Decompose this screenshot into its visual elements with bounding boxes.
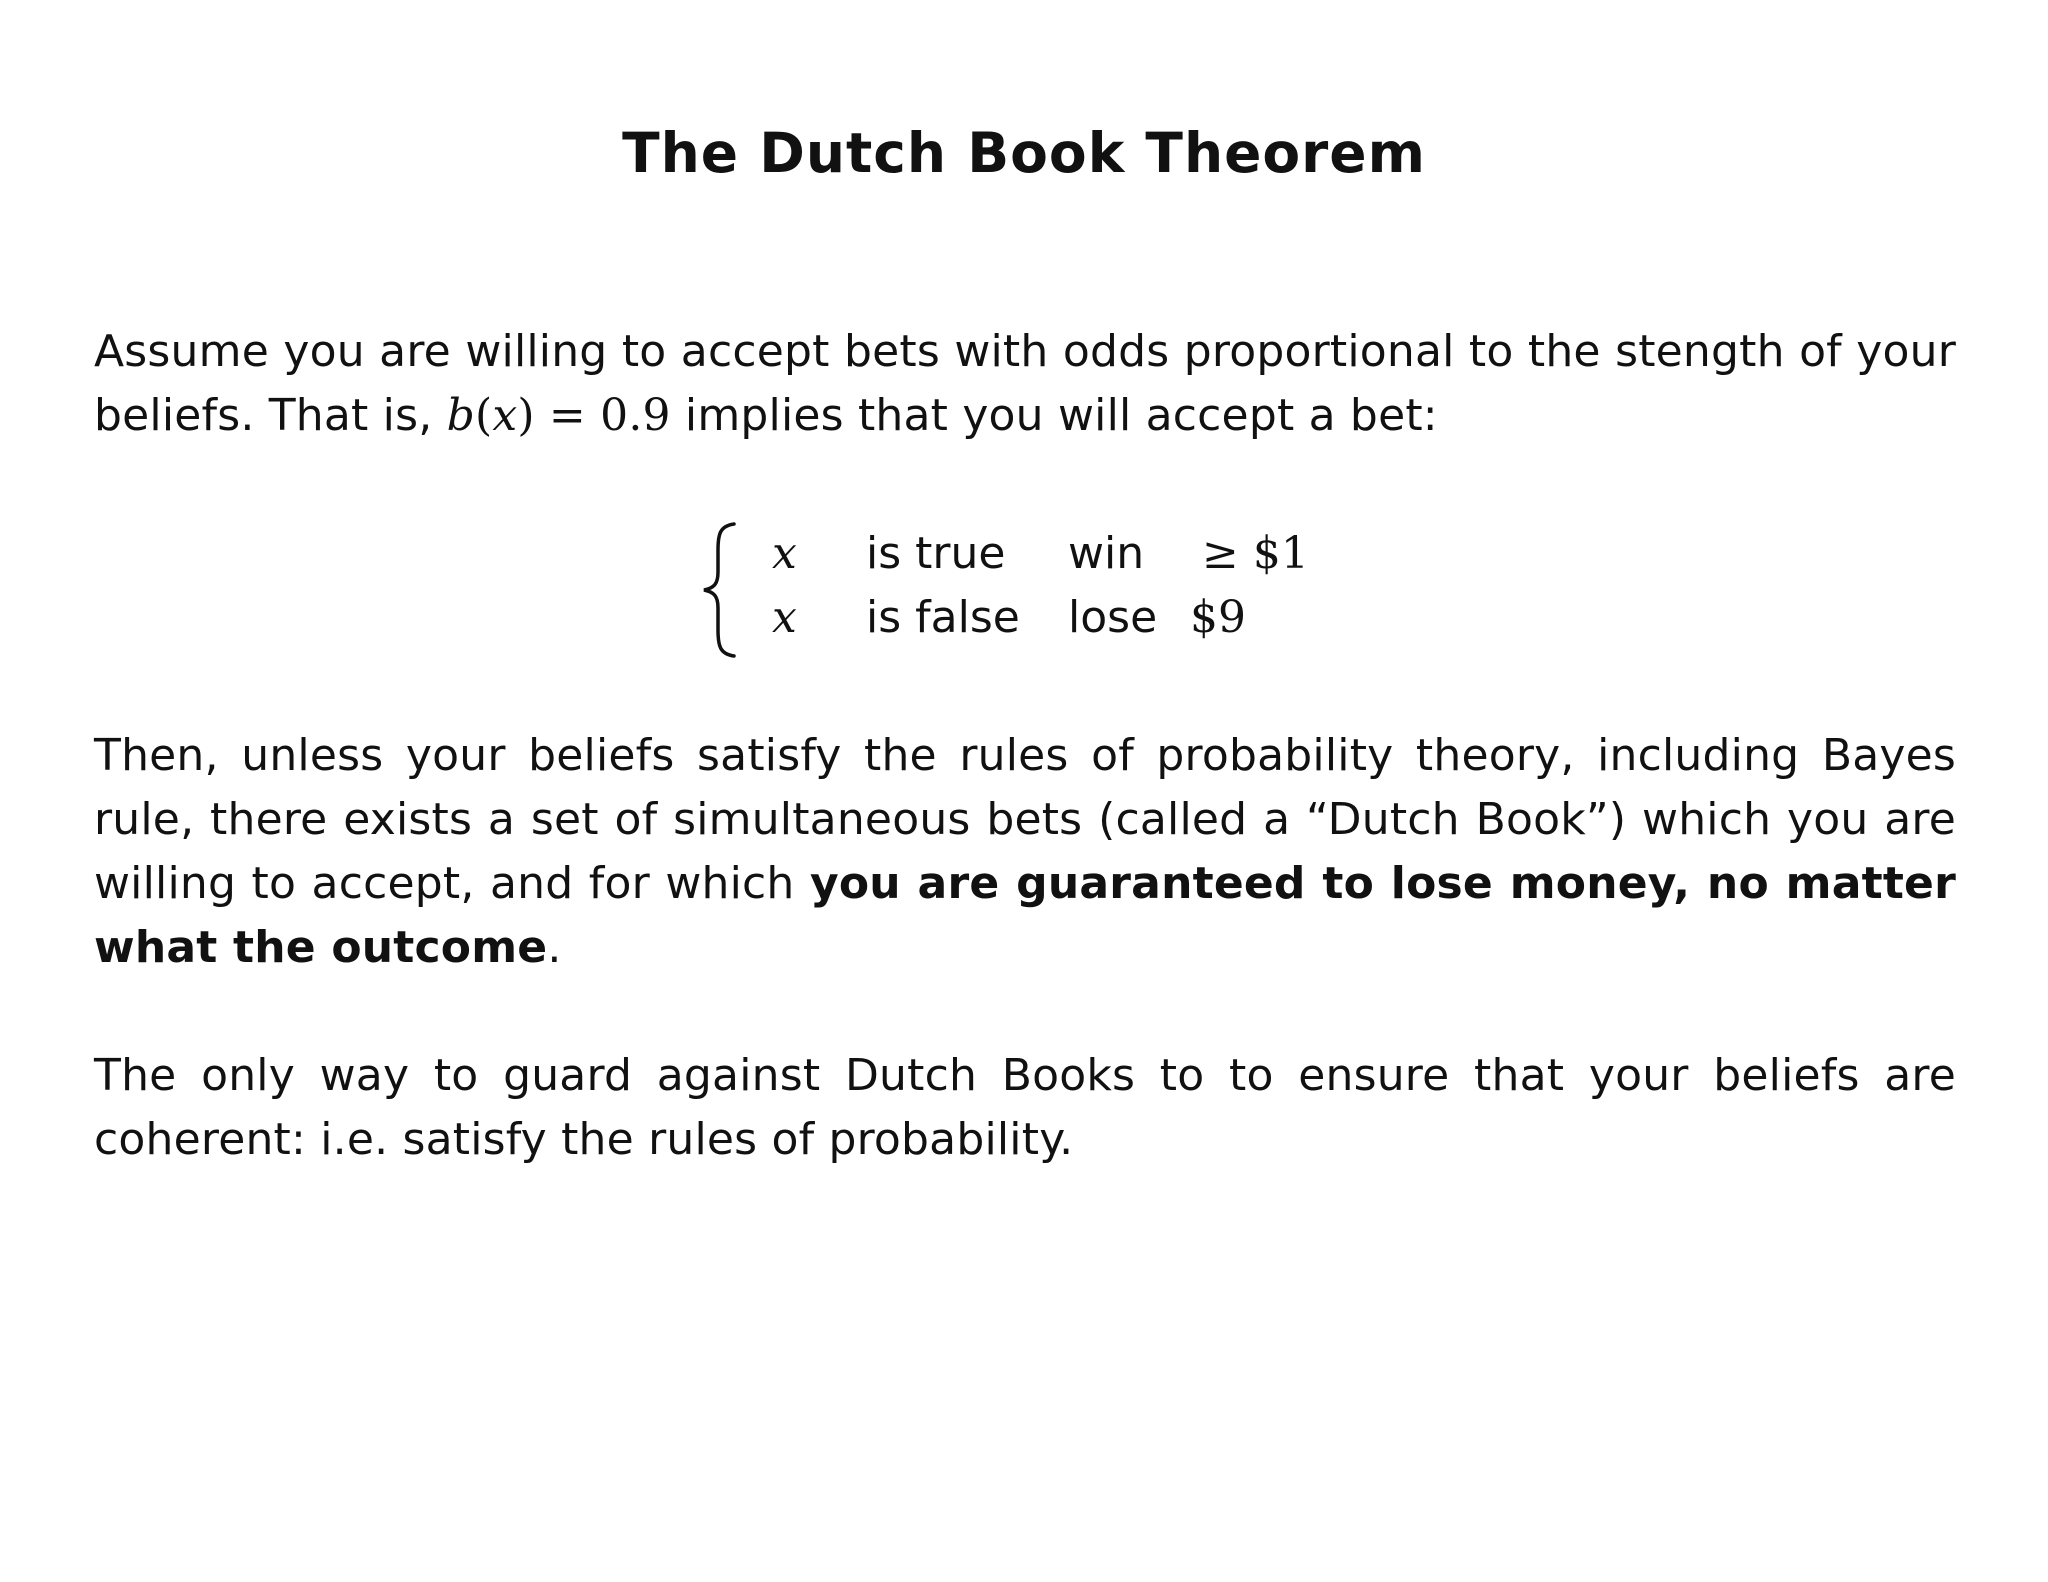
- dutch-book-text: Then, unless your beliefs satisfy the rules of probability theory, including Bayes rule, there exists a set of simultaneous bets (called a “Dutch Book”) which you are willing to accept, and for which: [94, 730, 1956, 909]
- assumption-line-1: Assume you are willing to accept bets with odds proportional to the stength of your: [94, 326, 1956, 377]
- case-variable: x: [772, 528, 797, 579]
- assumption-line-2-suffix: implies that you will accept a bet:: [670, 390, 1438, 441]
- case-action: win: [1068, 528, 1145, 579]
- case-action: lose: [1068, 592, 1158, 643]
- case-amount: ≥ $1: [1202, 528, 1309, 579]
- dutch-book-end: .: [547, 922, 562, 973]
- bet-cases: [700, 522, 1400, 662]
- assumption-line-2-prefix: beliefs. That is,: [94, 390, 447, 441]
- paragraph-dutch-book: [94, 724, 1956, 980]
- math-b: b: [446, 390, 475, 441]
- math-x: x: [492, 390, 518, 441]
- math-equals-value: ) = 0.9: [517, 390, 671, 441]
- case-amount: $9: [1190, 592, 1246, 643]
- case-condition: is false: [866, 592, 1020, 643]
- case-variable: x: [772, 592, 797, 643]
- paragraph-coherence: The only way to guard against Dutch Books to to ensure that your beliefs are coherent: i.e. satisfy the rules of probability.: [94, 1050, 1956, 1165]
- case-condition: is true: [866, 528, 1006, 579]
- slide-title: The Dutch Book Theorem: [622, 121, 1426, 185]
- left-brace-icon: [700, 522, 740, 658]
- math-open-paren: (: [474, 390, 493, 441]
- dutch-book-emphasis: you are guaranteed to lose money, no matter what the outcome: [94, 858, 1956, 973]
- paragraph-assumption: [94, 320, 1956, 448]
